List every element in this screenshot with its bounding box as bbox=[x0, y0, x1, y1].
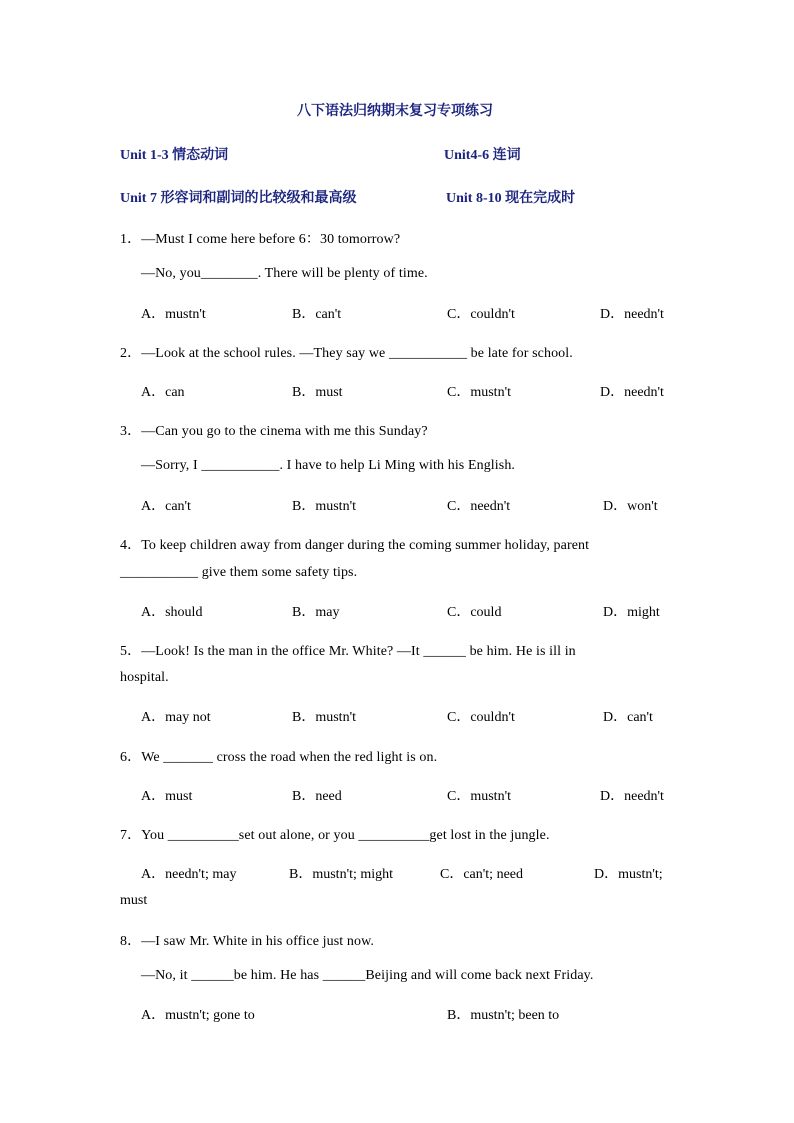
question-5-option-b: B．mustn't bbox=[292, 710, 356, 725]
question-5-option-c: C．couldn't bbox=[447, 710, 515, 725]
question-5-line-2: hospital. bbox=[120, 670, 169, 685]
question-7-option-d: D．mustn't; bbox=[594, 867, 663, 882]
question-4-stem: 4．To keep children away from danger during the coming summer holiday, parent bbox=[120, 538, 590, 553]
question-6-option-d: D．needn't bbox=[600, 789, 664, 804]
question-6-option-c: C．mustn't bbox=[447, 789, 511, 804]
question-4-option-a: A．should bbox=[141, 605, 203, 620]
question-7-option-b: B．mustn't; might bbox=[289, 867, 394, 882]
question-1-option-d: D．needn't bbox=[600, 307, 664, 322]
unit-heading-comparatives: Unit 7 形容词和副词的比较级和最高级 bbox=[120, 191, 357, 206]
question-1-option-c: C．couldn't bbox=[447, 307, 515, 322]
question-3-option-a: A．can't bbox=[141, 499, 191, 514]
question-4-option-b: B．may bbox=[292, 605, 340, 620]
question-8-option-a: A．mustn't; gone to bbox=[141, 1008, 255, 1023]
question-7-option-d-wrap: must bbox=[120, 893, 148, 908]
question-6-stem: 6．We _______ cross the road when the red light is on. bbox=[120, 750, 438, 765]
question-2-option-d: D．needn't bbox=[600, 385, 664, 400]
question-6-option-b: B．need bbox=[292, 789, 342, 804]
page-title: 八下语法归纳期末复习专项练习 bbox=[297, 104, 493, 119]
question-3-line-2: —Sorry, I ___________. I have to help Li Ming with his English. bbox=[141, 458, 516, 473]
unit-heading-modal-verbs: Unit 1-3 情态动词 bbox=[120, 148, 229, 163]
question-3-option-c: C．needn't bbox=[447, 499, 511, 514]
question-1-line-2: —No, you________. There will be plenty of time. bbox=[141, 266, 428, 281]
question-4-line-2: ___________ give them some safety tips. bbox=[120, 565, 358, 580]
question-2-option-b: B．must bbox=[292, 385, 343, 400]
question-3-stem: 3．—Can you go to the cinema with me this Sunday? bbox=[120, 424, 428, 439]
question-3-option-b: B．mustn't bbox=[292, 499, 356, 514]
question-8-stem: 8．—I saw Mr. White in his office just now. bbox=[120, 934, 374, 949]
question-1-option-a: A．mustn't bbox=[141, 307, 206, 322]
question-6-option-a: A．must bbox=[141, 789, 193, 804]
question-2-option-a: A．can bbox=[141, 385, 185, 400]
question-3-option-d: D．won't bbox=[603, 499, 658, 514]
question-5-stem: 5．—Look! Is the man in the office Mr. White? —It ______ be him. He is ill in bbox=[120, 644, 576, 659]
question-7-option-a: A．needn't; may bbox=[141, 867, 237, 882]
question-2-stem: 2．—Look at the school rules. —They say we ___________ be late for school. bbox=[120, 346, 573, 361]
question-2-option-c: C．mustn't bbox=[447, 385, 511, 400]
question-4-option-c: C．could bbox=[447, 605, 502, 620]
unit-heading-conjunctions: Unit4-6 连词 bbox=[444, 148, 521, 163]
question-8-line-2: —No, it ______be him. He has ______Beijing and will come back next Friday. bbox=[141, 968, 594, 983]
question-7-option-c: C．can't; need bbox=[440, 867, 523, 882]
question-5-option-a: A．may not bbox=[141, 710, 211, 725]
question-7-stem: 7．You __________set out alone, or you __________get lost in the jungle. bbox=[120, 828, 550, 843]
unit-heading-present-perfect: Unit 8-10 现在完成时 bbox=[446, 191, 576, 206]
question-5-option-d: D．can't bbox=[603, 710, 653, 725]
question-4-option-d: D．might bbox=[603, 605, 660, 620]
question-8-option-b: B．mustn't; been to bbox=[447, 1008, 560, 1023]
question-1-stem: 1．—Must I come here before 6：30 tomorrow? bbox=[120, 232, 401, 247]
question-1-option-b: B．can't bbox=[292, 307, 342, 322]
